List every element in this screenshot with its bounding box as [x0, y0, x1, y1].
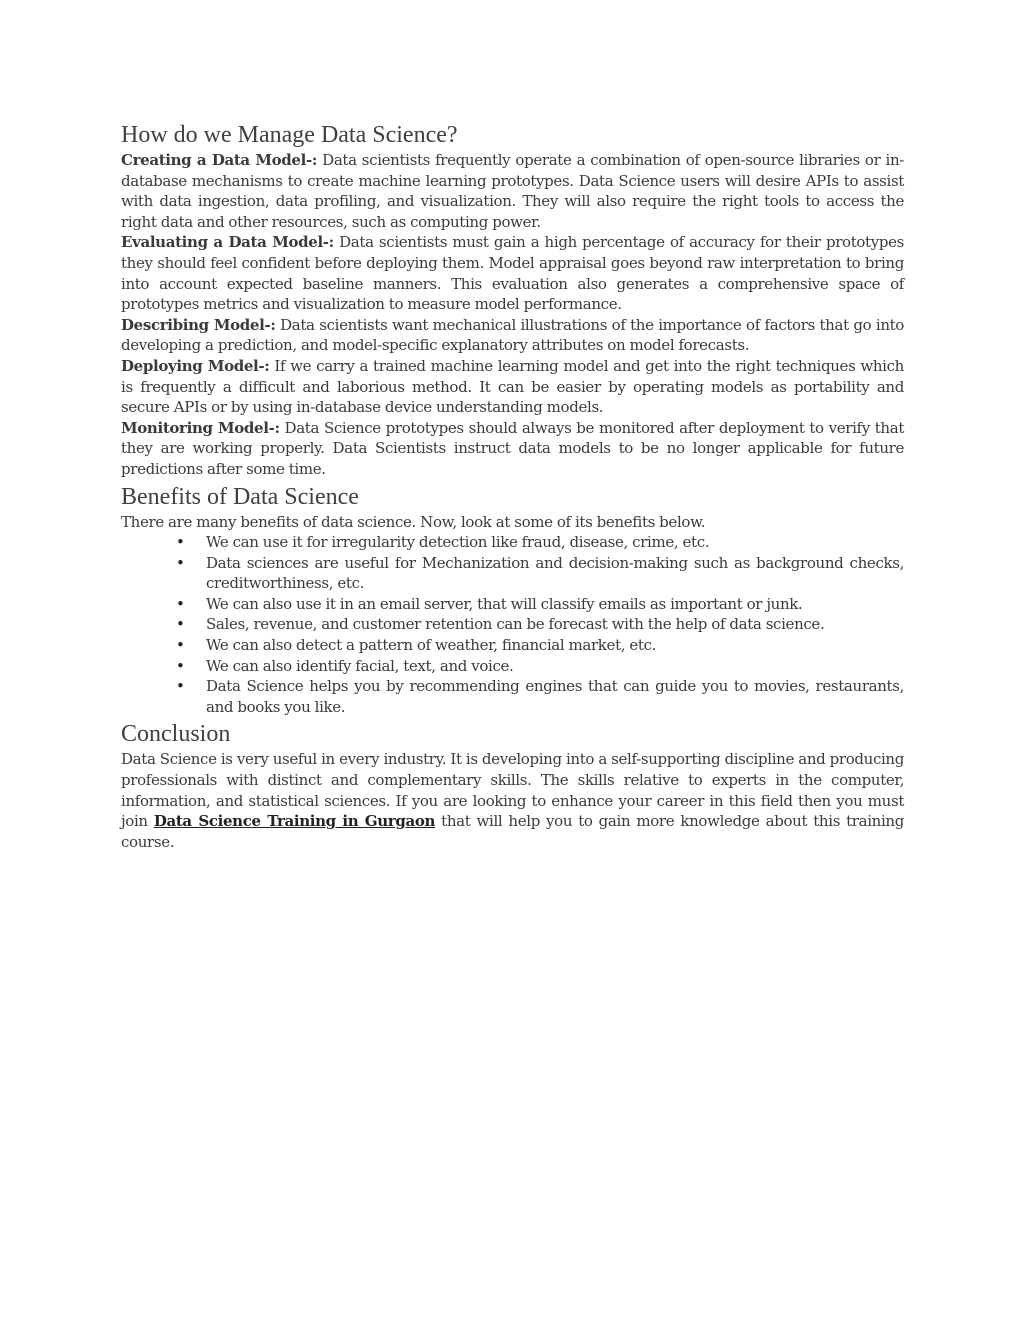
creating-model-paragraph — [121, 150, 904, 232]
conclusion-text-before-link: Data Science is very useful in every industry. It is developing into a self-supporting discipline and producing professionals with distinct and complementary skills. The skills relative to experts in the computer, information, and statistical sciences. If you are looking to enhance your career in this field then you must join — [121, 750, 904, 831]
conclusion-section — [121, 719, 904, 852]
list-item: • Data sciences are useful for Mechanization and decision-making such as background checks, creditworthiness, etc. — [206, 553, 904, 594]
deploying-model-text: If we carry a trained machine learning model and get into the right techniques which is frequently a difficult and laborious method. It can be easier by operating models as portability and secure APIs or by using in-database device understanding models. — [121, 356, 904, 417]
list-item: • We can use it for irregularity detection like fraud, disease, crime, etc. — [206, 532, 904, 553]
describing-model-paragraph — [121, 315, 904, 356]
conclusion-text-after-link: that will help you to gain more knowledge about this training course. — [121, 812, 904, 851]
benefits-list — [121, 532, 904, 717]
deploying-model-label: Deploying Model-: — [121, 356, 270, 375]
manage-heading: How do we Manage Data Science? — [121, 122, 458, 148]
list-item: • Sales, revenue, and customer retention can be forecast with the help of data science. — [206, 614, 904, 635]
conclusion-heading: Conclusion — [121, 721, 231, 748]
list-item: • Data Science helps you by recommending engines that can guide you to movies, restaurants, and books you like. — [206, 676, 904, 717]
monitoring-model-paragraph — [121, 418, 904, 480]
benefits-heading: Benefits of Data Science — [121, 483, 359, 510]
deploying-model-paragraph — [121, 356, 904, 418]
benefits-intro: There are many benefits of data science. Now, look at some of its benefits below. — [121, 512, 706, 531]
conclusion-paragraph — [121, 749, 904, 852]
list-item: • We can also detect a pattern of weather, financial market, etc. — [206, 635, 904, 656]
evaluating-model-paragraph — [121, 232, 904, 314]
benefits-section — [121, 482, 904, 718]
evaluating-model-text: Data scientists must gain a high percentage of accuracy for their prototypes they should feel confident before deploying them. Model appraisal goes beyond raw interpretation to bring into account expected baseline manners. This evaluation also generates a comprehensive space of prototypes metrics and visualization to measure model performance. — [121, 233, 904, 314]
describing-model-text: Data scientists want mechanical illustrations of the importance of factors that go into developing a prediction, and model-specific explanatory attributes on model forecasts. — [121, 315, 904, 355]
describing-model-label: Describing Model-: — [121, 315, 276, 334]
manage-section — [121, 120, 904, 480]
document-page — [121, 120, 904, 852]
list-item: • We can also identify facial, text, and voice. — [206, 656, 904, 677]
training-link[interactable]: Data Science Training in Gurgaon — [153, 812, 436, 831]
list-item: • We can also use it in an email server, that will classify emails as important or junk. — [206, 594, 904, 615]
monitoring-model-label: Monitoring Model-: — [121, 418, 280, 437]
evaluating-model-label: Evaluating a Data Model-: — [121, 233, 334, 252]
creating-model-text: Data scientists frequently operate a combination of open-source libraries or in-database mechanisms to create machine learning prototypes. Data Science users will desire APIs to assist with data ingestion, data profiling, and visualization. They will also require the right tools to access the right data and other resources, such as computing power. — [121, 151, 904, 231]
monitoring-model-text: Data Science prototypes should always be monitored after deployment to verify that they are working properly. Data Scientists instruct data models to be no longer applicable for future predictions after some time. — [121, 418, 905, 478]
creating-model-label: Creating a Data Model-: — [121, 151, 318, 169]
